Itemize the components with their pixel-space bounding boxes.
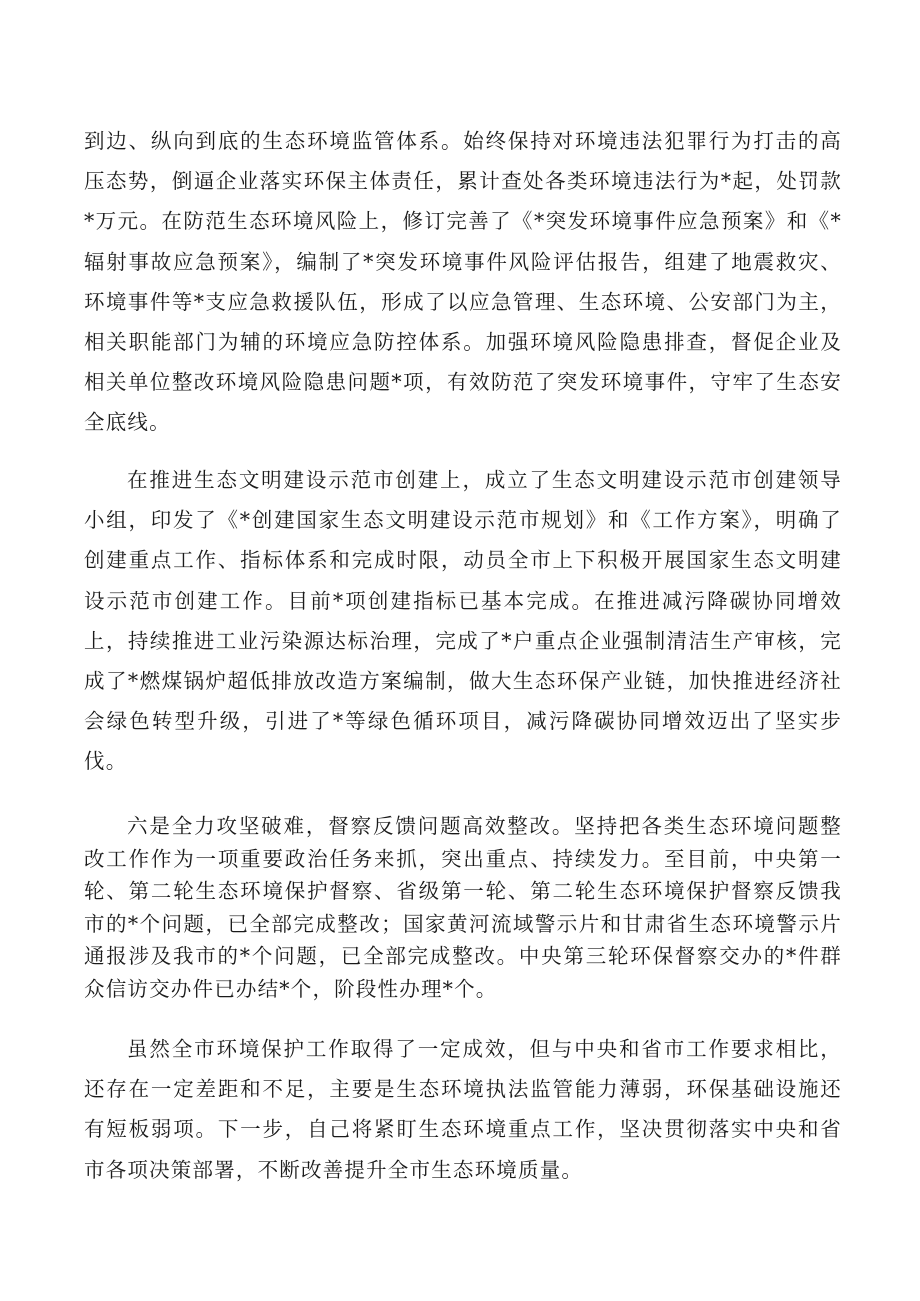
paragraph-inspection-rectification: 六是全力攻坚破难，督察反馈问题高效整改。坚持把各类生态环境问题整改工作作为一项重要政治任务来抓，突出重点、持续发力。至目前，中央第一轮、第二轮生态环境保护督察、省级第一轮、第二轮生态环境保护督察反馈我市的*个问题，已全部完成整改；国家黄河流域警示片和甘肃省生态环境警示片通报涉及我市的*个问题，已全部完成整改。中央第三轮环保督察交办的*件群众信访交办件已办结*个，阶段性办理*个。: [84, 814, 842, 1001]
paragraph-eco-civilization: 在推进生态文明建设示范市创建上，成立了生态文明建设示范市创建领导小组，印发了《*创建国家生态文明建设示范市规划》和《工作方案》，明确了创建重点工作、指标体系和完成时限，动员全市上下积极开展国家生态文明建设示范市创建工作。目前*项创建指标已基本完成。在推进减污降碳协同增效上，持续推进工业污染源达标治理，完成了*户重点企业强制清洁生产审核，完成了*燃煤锅炉超低排放改造方案编制，做大生态环保产业链，加快推进经济社会绿色转型升级，引进了*等绿色循环项目，减污降碳协同增效迈出了坚实步伐。: [84, 468, 842, 774]
paragraph-environment-supervision: 到边、纵向到底的生态环境监管体系。始终保持对环境违法犯罪行为打击的高压态势，倒逼企业落实环保主体责任，累计查处各类环境违法行为*起，处罚款*万元。在防范生态环境风险上，修订完善了《*突发环境事件应急预案》和《*辐射事故应急预案》，编制了*突发环境事件风险评估报告，组建了地震救灾、环境事件等*支应急救援队伍，形成了以应急管理、生态环境、公安部门为主，相关职能部门为辅的环境应急防控体系。加强环境风险隐患排查，督促企业及相关单位整改环境风险隐患问题*项，有效防范了突发环境事件，守牢了生态安全底线。: [84, 129, 842, 435]
paragraph-shortcomings-next-steps: 虽然全市环境保护工作取得了一定成效，但与中央和省市工作要求相比，还存在一定差距和不足，主要是生态环境执法监管能力薄弱，环保基础设施还有短板弱项。下一步，自己将紧盯生态环境重点工作，坚决贯彻落实中央和省市各项决策部署，不断改善提升全市生态环境质量。: [84, 1037, 842, 1182]
